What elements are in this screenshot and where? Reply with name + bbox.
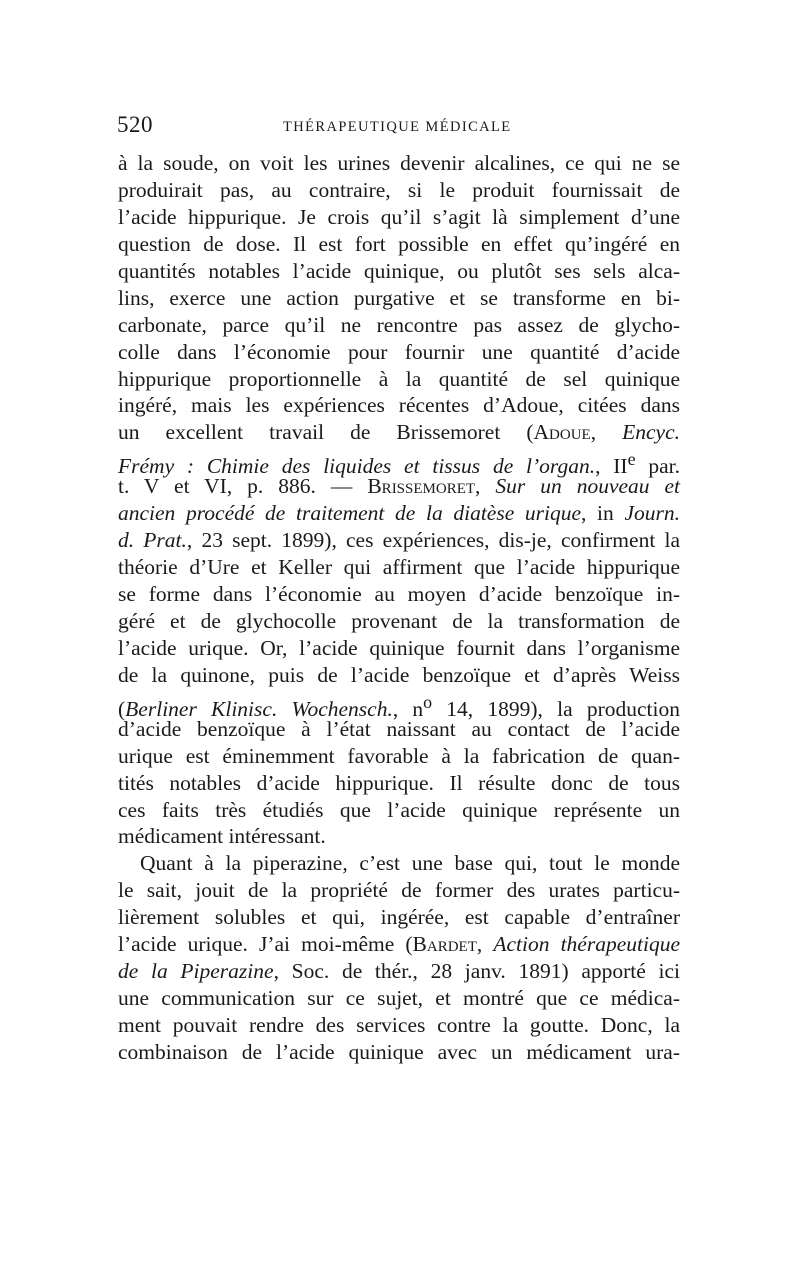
text-line: l’acide hippurique. Je crois qu’il s’agit là simplement d’une: [118, 204, 680, 229]
text-line: [118, 446, 680, 479]
text-line: médicament intéressant.: [118, 824, 326, 849]
superscript: o: [423, 691, 433, 712]
text-line: [118, 527, 680, 554]
text-line: lièrement solubles et qui, ingérée, est capable d’entraîner: [118, 905, 680, 930]
text-run: un excellent travail de Brissemoret (: [118, 420, 534, 445]
text-line: [118, 500, 680, 527]
running-header: THÉRAPEUTIQUE MÉDICALE: [283, 119, 512, 135]
text-run: , Soc. de thér., 28 janv. 1891) apporté ici: [273, 959, 680, 984]
citation-title: d. Prat.: [118, 528, 187, 553]
text-line: lins, exerce une action purgative et se transforme en bi-: [118, 285, 680, 310]
author-citation: Brissemoret: [367, 474, 476, 499]
text-line: urique est éminemment favorable à la fabrication de quan-: [118, 743, 680, 768]
text-line: colle dans l’économie pour fournir une quantité d’acide: [118, 339, 680, 364]
citation-title: Journ.: [624, 501, 680, 526]
text-run: par.: [635, 454, 680, 479]
superscript: e: [627, 449, 636, 470]
citation-title: Frémy : Chimie des liquides et tissus de l’organ.: [118, 454, 596, 479]
citation-title: ancien procédé de traitement de la diatèse urique: [118, 501, 582, 526]
author-citation: Adoue: [533, 420, 591, 445]
text-run: l’acide urique. J’ai moi-même (: [118, 932, 413, 957]
author-citation: Bardet: [412, 932, 477, 957]
text-line: une communication sur ce sujet, et montré que ce médica-: [118, 986, 680, 1011]
text-line: se forme dans l’économie au moyen d’acide benzoïque in-: [118, 582, 680, 606]
text-run: , in: [581, 501, 625, 526]
citation-title: Encyc.: [622, 420, 680, 445]
text-line: [118, 931, 680, 958]
text-run: , II: [595, 454, 628, 479]
text-line: hippurique proportionnelle à la quantité de sel quinique: [118, 366, 680, 391]
text-line: combinaison de l’acide quinique avec un médicament ura-: [118, 1039, 680, 1064]
text-line: à la soude, on voit les urines devenir alcalines, ce qui ne se: [118, 151, 680, 175]
text-line: [118, 419, 680, 446]
text-line: quantités notables l’acide quinique, ou plutôt ses sels alca-: [118, 258, 680, 283]
text-line: carbonate, parce qu’il ne rencontre pas assez de glycho-: [118, 312, 680, 337]
text-line: l’acide urique. Or, l’acide quinique fournit dans l’organisme: [118, 635, 680, 660]
text-line: [118, 958, 680, 985]
text-line: ces faits très étudiés que l’acide quinique représente un: [118, 797, 680, 822]
text-line: [118, 473, 680, 500]
text-line: le sait, jouit de la propriété de former des urates particu-: [118, 878, 680, 903]
text-run: ,: [590, 420, 623, 445]
text-run: (: [118, 696, 126, 721]
body-text: [118, 150, 680, 1066]
citation-title: Berliner Klinisc. Wochensch.: [125, 696, 393, 721]
text-line: question de dose. Il est fort possible en effet qu’ingéré en: [118, 231, 680, 256]
text-line: géré et de glychocolle provenant de la transformation de: [118, 608, 680, 633]
text-line: tités notables d’acide hippurique. Il résulte donc de tous: [118, 770, 680, 795]
text-line: théorie d’Ure et Keller qui affirment que l’acide hippurique: [118, 555, 680, 580]
text-line: de la quinone, puis de l’acide benzoïque et d’après Weiss: [118, 662, 680, 687]
citation-title: de la Piperazine: [118, 959, 274, 984]
text-line: ingéré, mais les expériences récentes d’Adoue, citées dans: [118, 393, 680, 418]
citation-title: Action thérapeutique: [493, 932, 680, 957]
page-number: 520: [117, 112, 153, 137]
text-run: t. V et VI, p. 886. —: [118, 474, 368, 499]
text-run: ,: [475, 474, 496, 499]
text-line: Quant à la piperazine, c’est une base qui, tout le monde: [140, 851, 680, 876]
text-line: [118, 689, 680, 721]
text-line: produirait pas, au contraire, si le produit fournissait de: [118, 177, 680, 202]
text-line: ment pouvait rendre des services contre la goutte. Donc, la: [118, 1013, 680, 1037]
citation-title: Sur un nouveau et: [495, 474, 681, 499]
text-run: , n: [392, 696, 424, 721]
text-run: 14, 1899), la production: [432, 696, 680, 721]
text-run: , 23 sept. 1899), ces expériences, dis-je, confirment la: [186, 528, 680, 553]
text-line: d’acide benzoïque à l’état naissant au contact de l’acide: [118, 716, 680, 741]
text-run: ,: [476, 932, 494, 957]
